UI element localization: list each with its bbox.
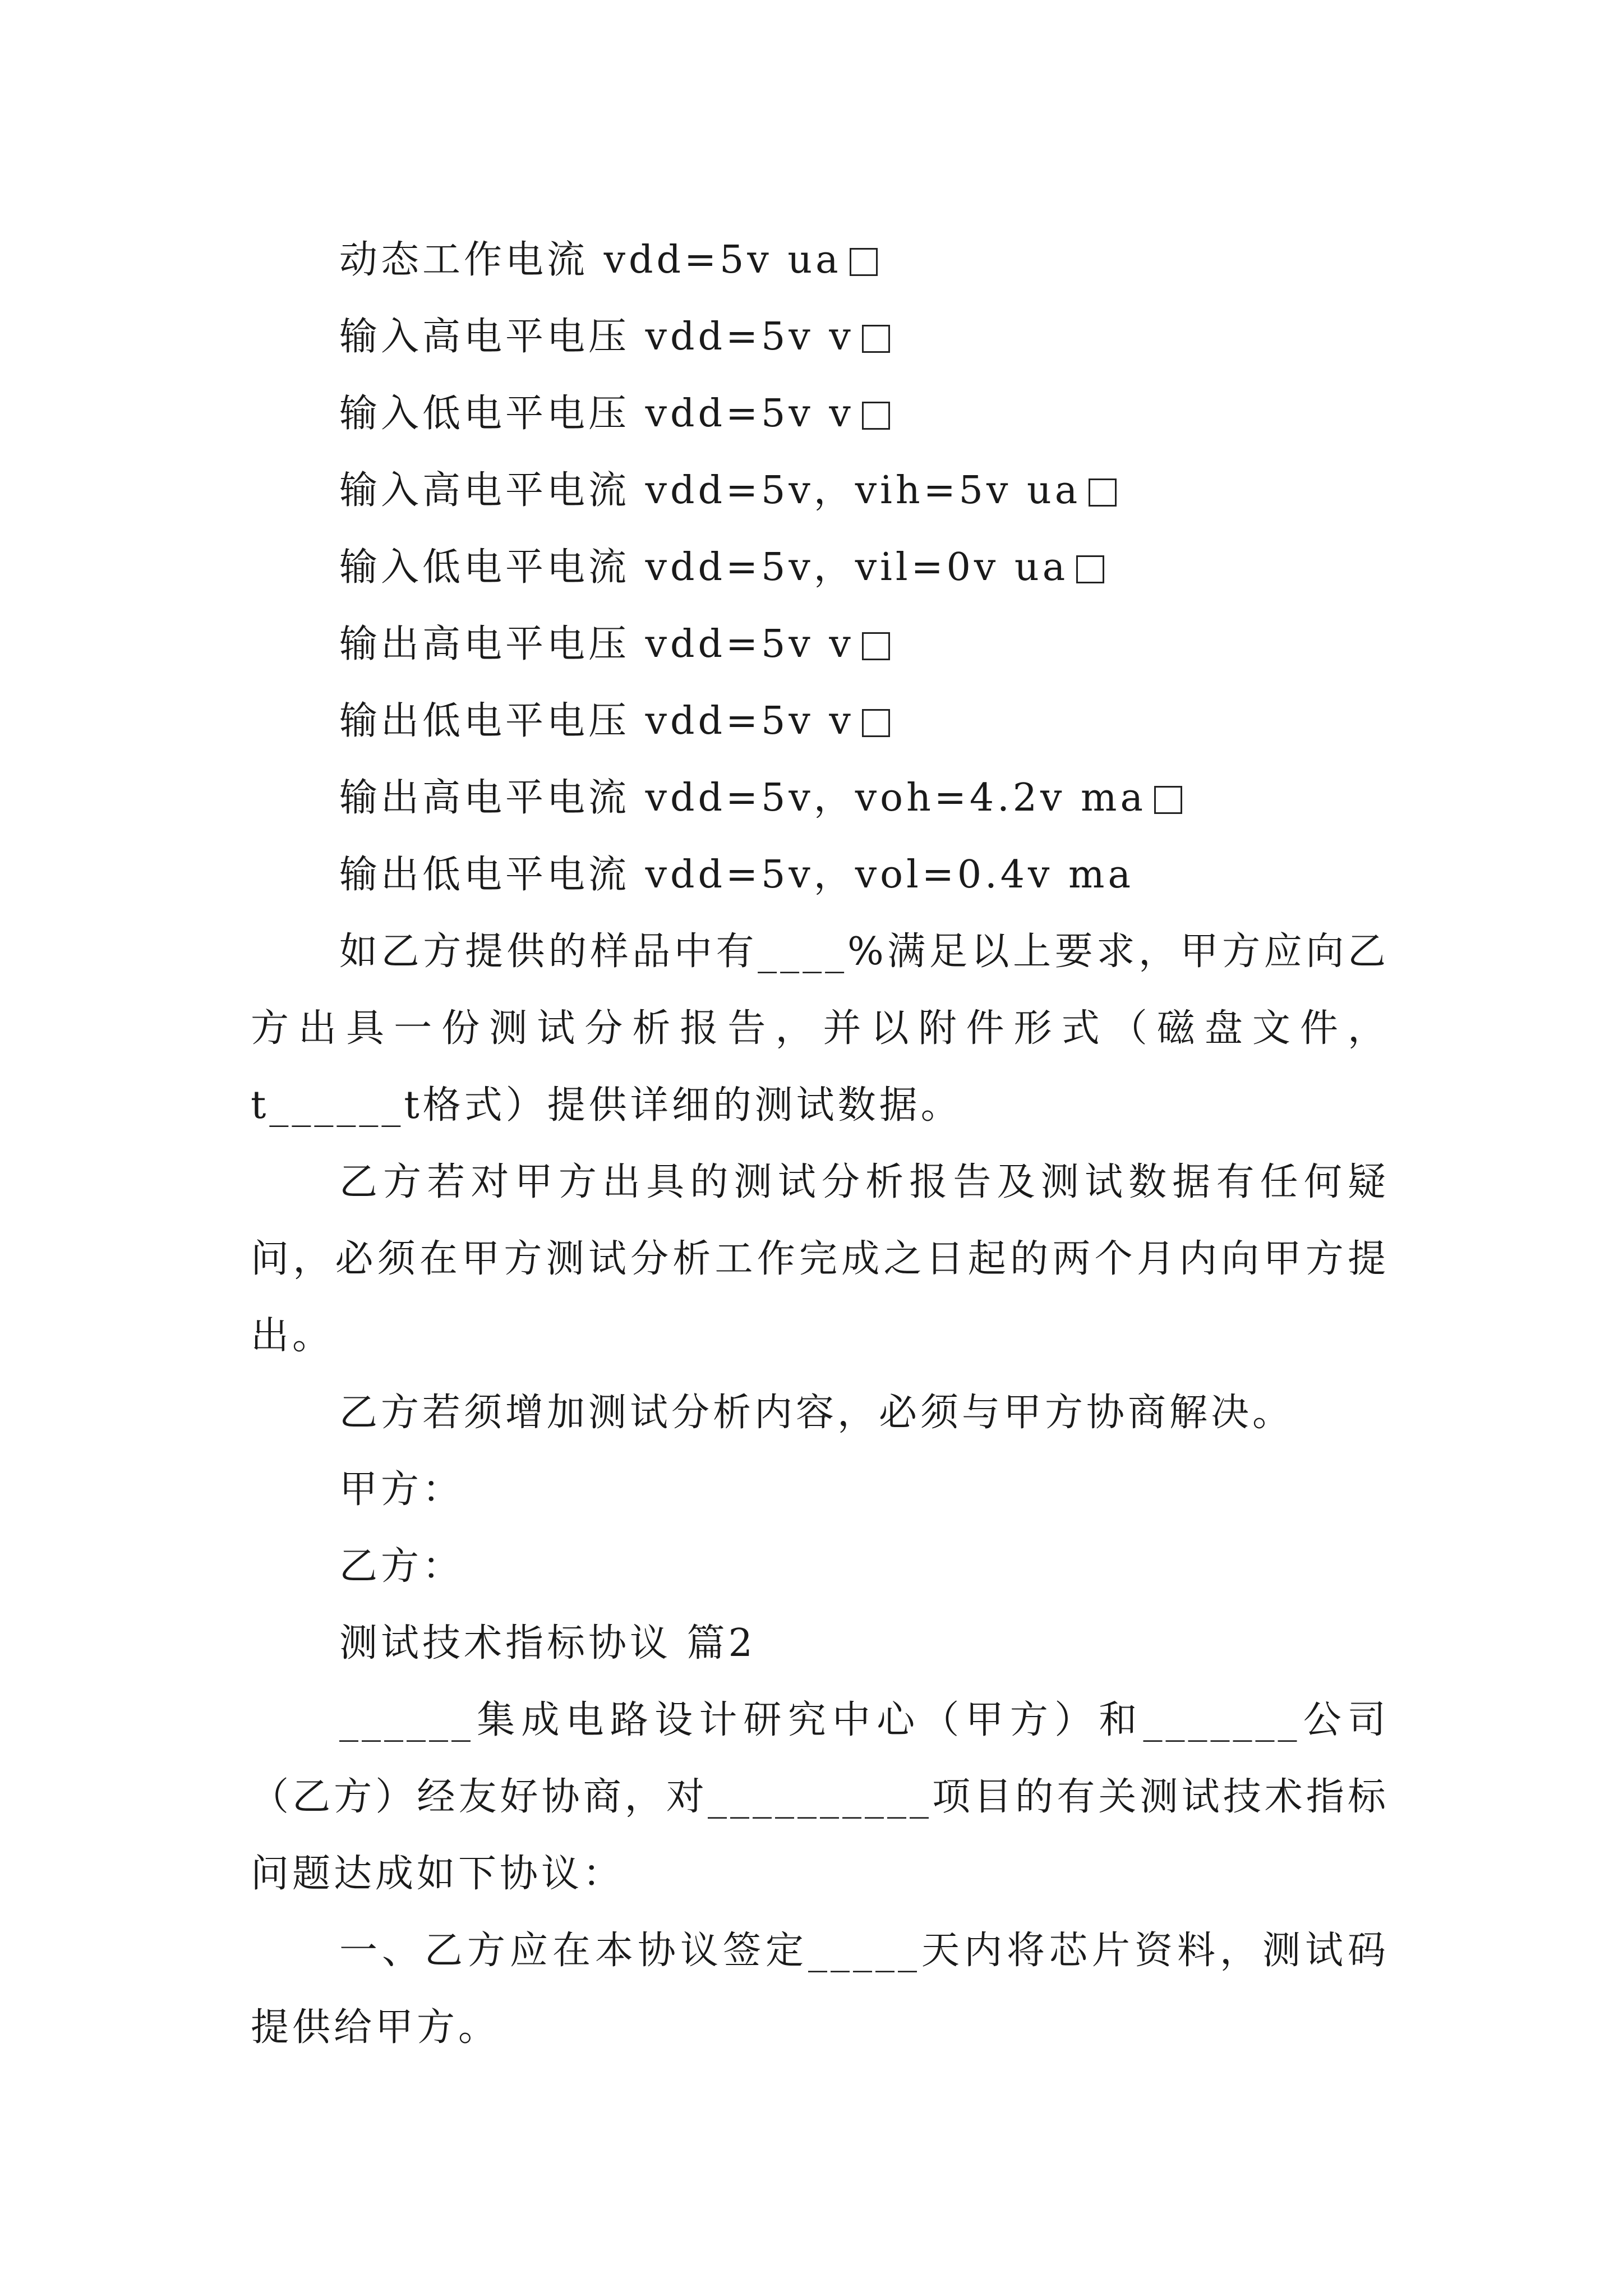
spec-line-input-low-current <box>251 529 1389 606</box>
checkbox[interactable] <box>862 325 890 353</box>
spec-text: 输入低电平电流 vdd=5v，vil=0v ua <box>339 545 1069 590</box>
spec-line-output-low-current <box>251 836 1389 913</box>
spec-text: 输入低电平电压 vdd=5v v <box>339 392 854 436</box>
spec-line-dynamic-current <box>251 222 1389 298</box>
spec-line-input-high-voltage <box>251 298 1389 375</box>
paragraph-intro: ______集成电路设计研究中心（甲方）和_______公司（乙方）经友好协商，对__________项目的有关测试技术指标问题达成如下协议： <box>251 1698 1389 1896</box>
spec-line-input-low-voltage <box>251 375 1389 452</box>
paragraph-samples: 如乙方提供的样品中有____%满足以上要求，甲方应向乙方出具一份测试分析报告，并以附件形式（磁盘文件，t______t格式）提供详细的测试数据。 <box>251 930 1389 1128</box>
paragraph-item-1: 一、乙方应在本协议签定_____天内将芯片资料，测试码提供给甲方。 <box>251 1929 1389 2050</box>
spec-text: 输出高电平电流 vdd=5v，voh=4.2v ma <box>339 776 1147 820</box>
document-body <box>251 222 1389 2066</box>
checkbox[interactable] <box>862 632 890 660</box>
paragraph-add-content: 乙方若须增加测试分析内容，必须与甲方协商解决。 <box>339 1391 1294 1435</box>
party-b-label: 乙方： <box>339 1544 464 1589</box>
checkbox[interactable] <box>1154 786 1182 814</box>
section-title: 测试技术指标协议 篇2 <box>339 1621 756 1665</box>
spec-text: 输入高电平电压 vdd=5v v <box>339 315 854 359</box>
spec-text: 动态工作电流 vdd=5v ua <box>339 238 842 282</box>
spec-line-input-high-current <box>251 452 1389 529</box>
spec-text: 输入高电平电流 vdd=5v，vih=5v ua <box>339 468 1081 513</box>
spec-text: 输出高电平电压 vdd=5v v <box>339 622 854 666</box>
spec-line-output-low-voltage <box>251 683 1389 760</box>
spec-line-output-high-current <box>251 760 1389 836</box>
checkbox[interactable] <box>1089 478 1117 507</box>
checkbox[interactable] <box>850 248 878 276</box>
party-a-label: 甲方： <box>339 1467 464 1512</box>
checkbox[interactable] <box>862 709 890 737</box>
checkbox[interactable] <box>862 402 890 430</box>
paragraph-questions: 乙方若对甲方出具的测试分析报告及测试数据有任何疑问，必须在甲方测试分析工作完成之日起的两个月内向甲方提出。 <box>251 1160 1389 1358</box>
spec-text: 输出低电平电流 vdd=5v，vol=0.4v ma <box>339 853 1135 897</box>
checkbox[interactable] <box>1076 555 1104 583</box>
spec-text: 输出低电平电压 vdd=5v v <box>339 699 854 743</box>
spec-line-output-high-voltage <box>251 606 1389 683</box>
